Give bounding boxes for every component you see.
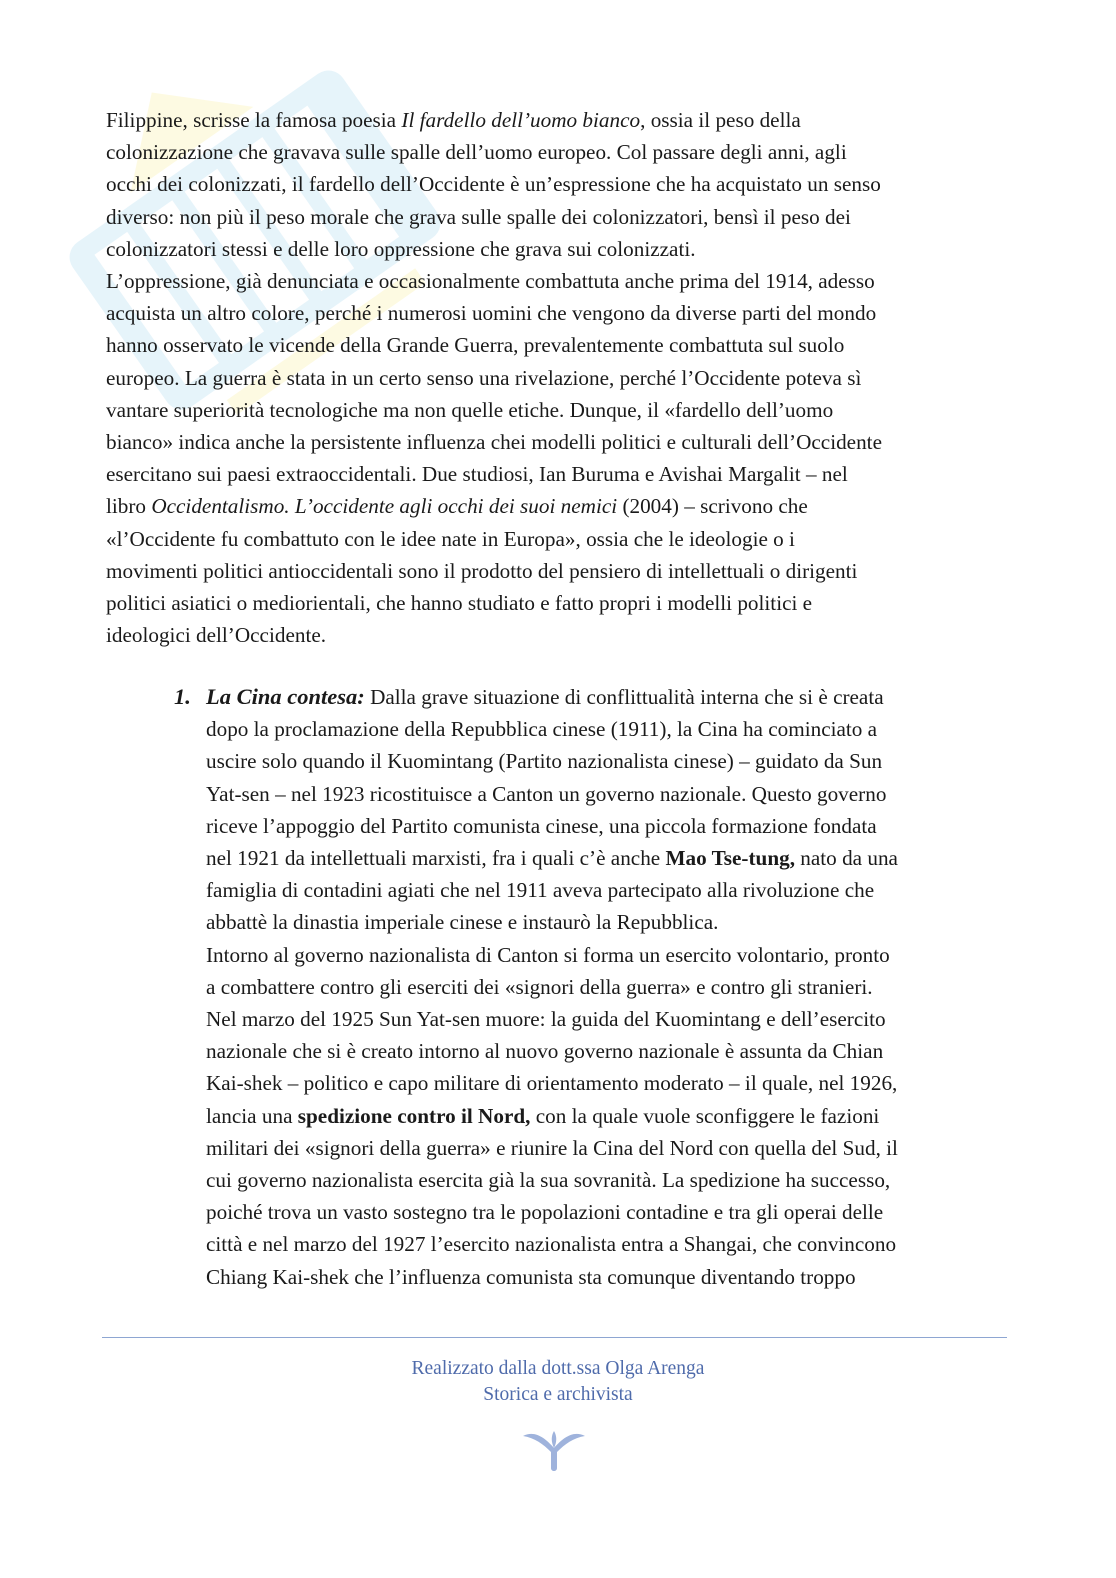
text-line: diverso: non più il peso morale che grava sulle spalle dei colonizzatori, bensì il peso dei (106, 204, 851, 229)
text-line: bianco» indica anche la persistente influenza chei modelli politici e culturali dell’Occidente (106, 430, 882, 455)
text-line: Yat-sen – nel 1923 ricostituisce a Canton un governo nazionale. Questo governo (206, 781, 887, 806)
text-line: Filippine, scrisse la famosa poesia Il fardello dell’uomo bianco, ossia il peso della (106, 108, 801, 132)
text-line: colonizzazione che gravava sulle spalle dell’uomo europeo. Col passare degli anni, agli (106, 140, 847, 165)
text-line: vantare superiorità tecnologiche ma non quelle etiche. Dunque, il «fardello dell’uomo (106, 397, 834, 422)
text-line: nel 1921 da intellettuali marxisti, fra i quali c’è anche Mao Tse-tung, nato da una (206, 846, 898, 871)
text-line: famiglia di contadini agiati che nel 1911 aveva partecipato alla rivoluzione che (206, 878, 875, 903)
text-line: libro Occidentalismo. L’occidente agli occhi dei suoi nemici (2004) – scrivono che (106, 494, 808, 519)
text-line: acquista un altro colore, perché i numerosi uomini che vengono da diverse parti del mondo (106, 301, 877, 326)
text-line: riceve l’appoggio del Partito comunista cinese, una piccola formazione fondata (206, 813, 877, 838)
text-line: nazionale che si è creato intorno al nuovo governo nazionale è assunta da Chian (206, 1039, 884, 1064)
page-footer (0, 1356, 1116, 1408)
text-line: occhi dei colonizzati, il fardello dell’Occidente è un’espressione che ha acquistato un senso (106, 172, 881, 197)
paragraph-oppression (106, 265, 1006, 651)
text-line: città e nel marzo del 1927 l’esercito nazionalista entra a Shangai, che convincono (206, 1232, 897, 1257)
bold-phrase: spedizione contro il Nord, (297, 1103, 531, 1128)
text-line: colonizzatori stessi e delle loro oppressione che grava sui colonizzati. (106, 236, 696, 261)
text-line: hanno osservato le vicende della Grande Guerra, prevalentemente combattuta sul suolo (106, 333, 845, 358)
text-line: «l’Occidente fu combattuto con le idee nate in Europa», ossia che le ideologie o i (106, 526, 795, 551)
italic-title: Il fardello dell’uomo bianco (401, 108, 641, 132)
text-line: La Cina contesa: Dalla grave situazione di conflittualità interna che si è creata (206, 684, 884, 709)
footer-author: Realizzato dalla dott.ssa Olga Arenga (411, 1358, 705, 1379)
text-line: uscire solo quando il Kuomintang (Partito nazionalista cinese) – guidato da Sun (206, 749, 883, 774)
body-text (106, 104, 1006, 651)
leaf-ornament-icon (521, 1428, 587, 1474)
text-line: dopo la proclamazione della Repubblica cinese (1911), la Cina ha cominciato a (206, 717, 878, 742)
text-line: cui governo nazionalista esercita già la sua sovranità. La spedizione ha successo, (206, 1168, 891, 1193)
text-line: a combattere contro gli eserciti dei «signori della guerra» e contro gli stranieri. (206, 974, 873, 999)
text-line: militari dei «signori della guerra» e riunire la Cina del Nord con quella del Sud, il (206, 1135, 898, 1160)
list-number: 1. (174, 684, 191, 709)
paragraph-colonization (106, 104, 1006, 265)
section-heading: La Cina contesa: (206, 684, 365, 709)
text-line: poiché trova un vasto sostegno tra le popolazioni contadine e tra gli operai delle (206, 1200, 884, 1225)
footer-divider (102, 1337, 1007, 1338)
bold-name: Mao Tse-tung, (665, 846, 795, 871)
text-line: abbattè la dinastia imperiale cinese e instaurò la Repubblica. (206, 910, 719, 935)
text-line: movimenti politici antioccidentali sono il prodotto del pensiero di intellettuali o dirigenti (106, 558, 858, 583)
text-line: Chiang Kai-shek che l’influenza comunista sta comunque diventando troppo (206, 1264, 856, 1289)
footer-role: Storica e archivista (483, 1384, 633, 1405)
text-line: ideologici dell’Occidente. (106, 623, 327, 648)
text-line: Intorno al governo nazionalista di Canton si forma un esercito volontario, pronto (206, 942, 890, 967)
italic-book-title: Occidentalismo. L’occidente agli occhi dei suoi nemici (151, 494, 618, 519)
list-item-cina-contesa (206, 681, 1006, 1293)
text-line: esercitano sui paesi extraoccidentali. Due studiosi, Ian Buruma e Avishai Margalit – nel (106, 462, 848, 487)
text-line: europeo. La guerra è stata in un certo senso una rivelazione, perché l’Occidente poteva sì (106, 365, 862, 390)
text-line: L’oppressione, già denunciata e occasionalmente combattuta anche prima del 1914, adesso (106, 269, 875, 294)
text-line: politici asiatici o mediorientali, che hanno studiato e fatto propri i modelli politici e (106, 591, 813, 616)
text-line: Kai-shek – politico e capo militare di orientamento moderato – il quale, nel 1926, (206, 1071, 898, 1096)
text-line: Nel marzo del 1925 Sun Yat-sen muore: la guida del Kuomintang e dell’esercito (206, 1007, 886, 1032)
text-line: lancia una spedizione contro il Nord, con la quale vuole sconfiggere le fazioni (206, 1103, 880, 1128)
